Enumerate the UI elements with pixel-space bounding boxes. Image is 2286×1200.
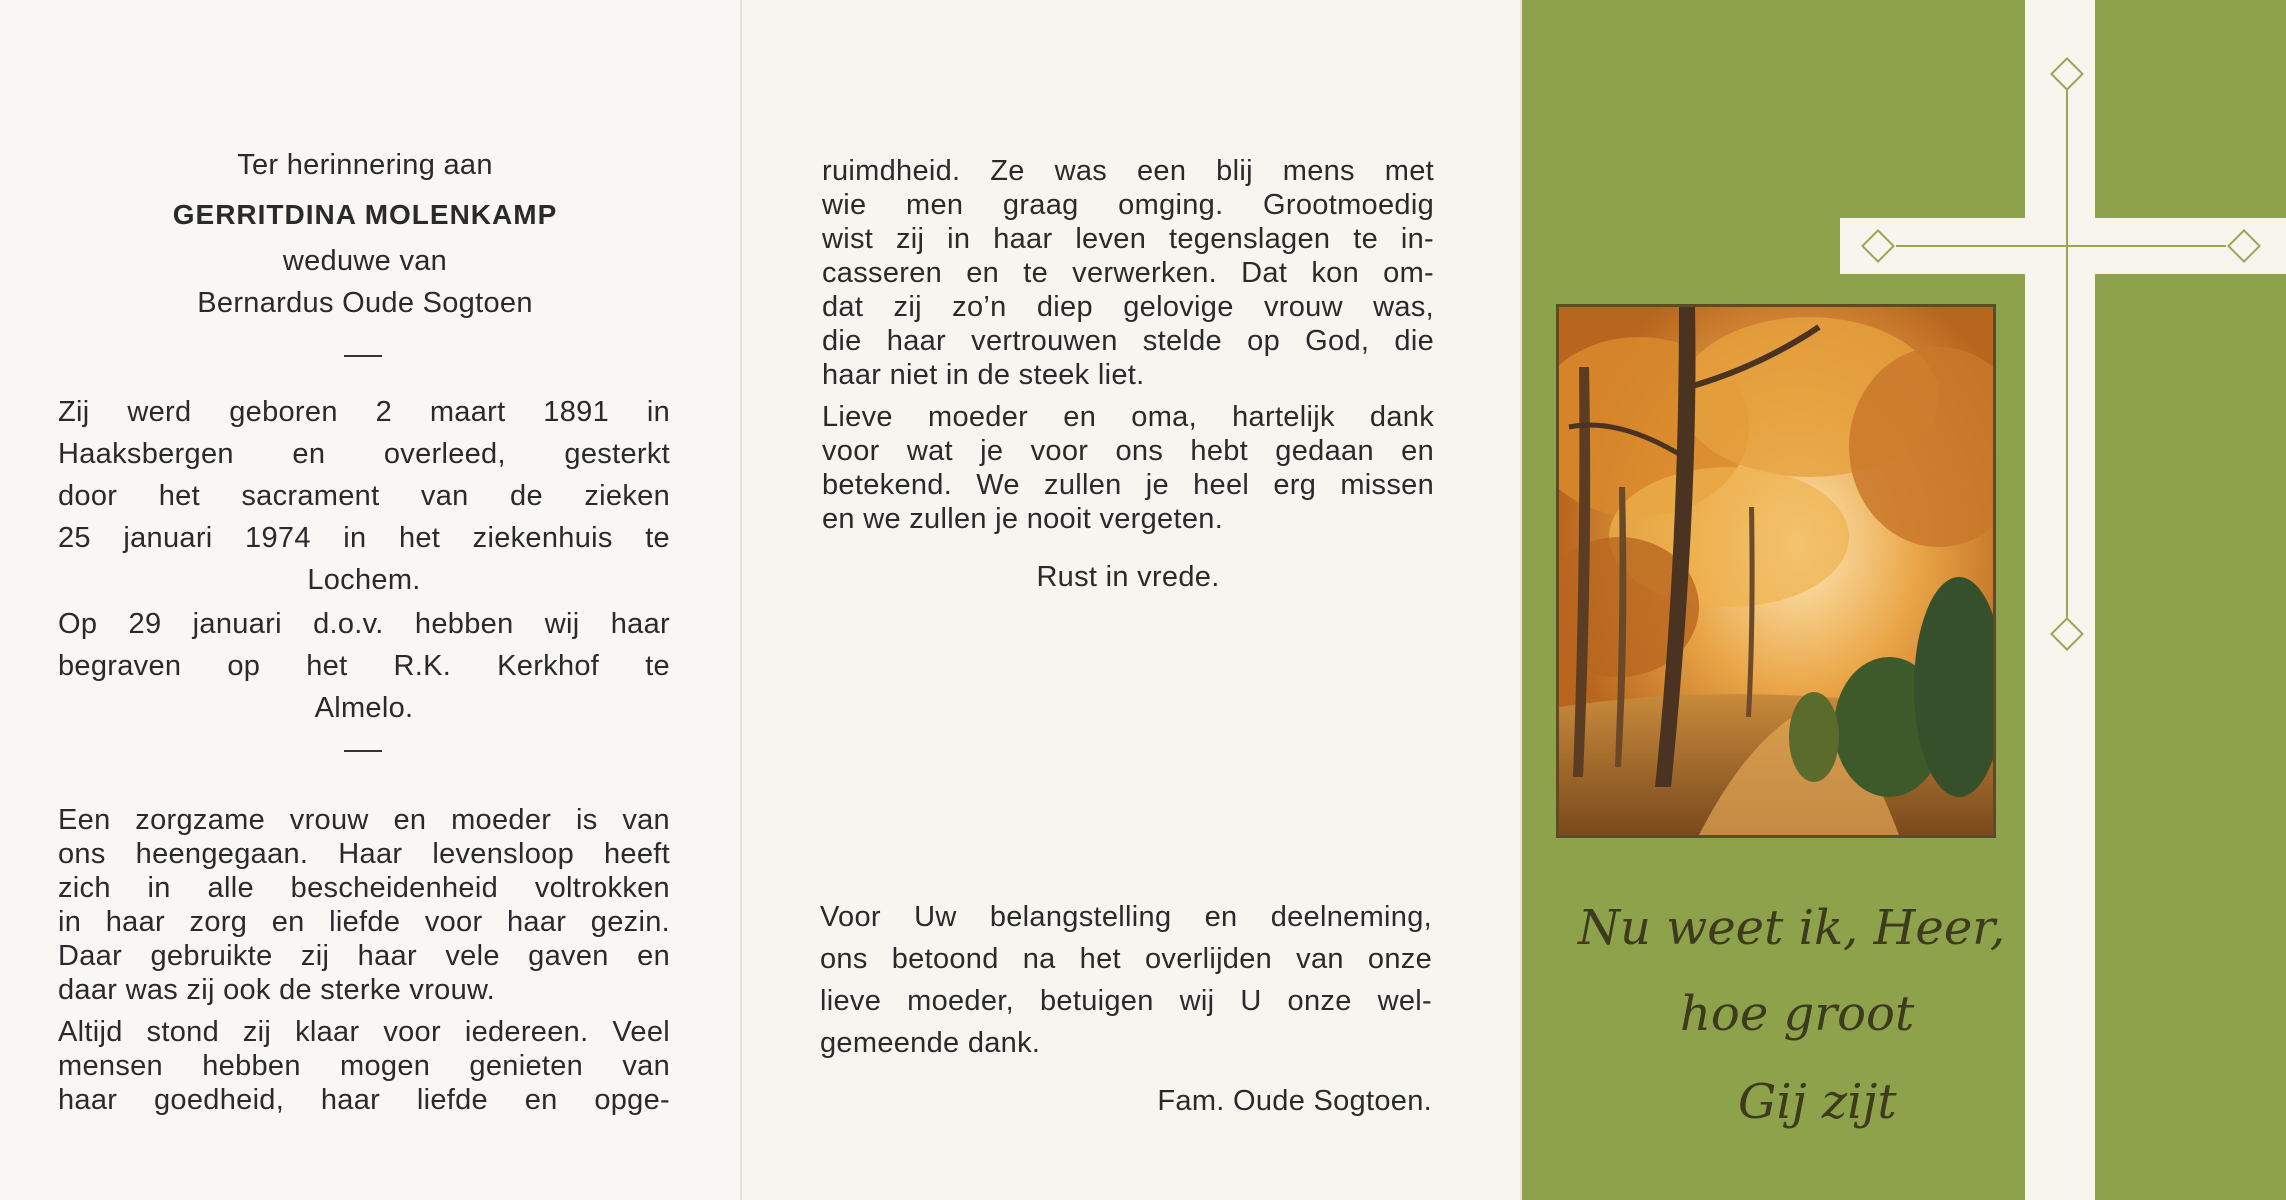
bio-line-5: Daar gebruikte zij haar vele gaven en — [58, 940, 670, 972]
bio2-line-3: haar goedheid, haar liefde en opge- — [58, 1084, 670, 1116]
para1-line-4: casseren en te verwerken. Dat kon om- — [822, 257, 1434, 289]
bio-line-6: daar was zij ook de sterke vrouw. — [58, 974, 496, 1006]
bio-line-3: zich in alle bescheidenheid voltrokken — [58, 872, 670, 904]
bio-line-2: ons heengegaan. Haar levensloop heeft — [58, 838, 670, 870]
cross-vertical-beam — [2025, 0, 2095, 1200]
birth-line-1: Zij werd geboren 2 maart 1891 in — [58, 396, 670, 428]
rest-in-peace: Rust in vrede. — [1036, 561, 1220, 593]
thanks-line-4: gemeende dank. — [820, 1027, 1041, 1059]
burial-line-2: begraven op het R.K. Kerkhof te — [58, 650, 670, 682]
para2-line-4: en we zullen je nooit vergeten. — [822, 503, 1224, 535]
para1-line-5: dat zij zo’n diep gelovige vrouw was, — [822, 291, 1434, 323]
autumn-forest-illustration — [1559, 307, 1993, 835]
bio2-line-1: Altijd stond zij klaar voor iedereen. Veel — [58, 1016, 670, 1048]
quote-line-3: Gij zijt — [1738, 1074, 1897, 1130]
burial-line-3: Almelo. — [314, 692, 414, 724]
para2-line-3: betekend. We zullen je heel erg missen — [822, 469, 1434, 501]
divider-dash-1 — [344, 355, 382, 357]
autumn-forest-photo — [1556, 304, 1996, 838]
intro-text: Ter herinnering aan — [237, 149, 493, 181]
thanks-line-2: ons betoond na het overlijden van onze — [820, 943, 1432, 975]
para1-line-3: wist zij in haar leven tegenslagen te in- — [822, 223, 1434, 255]
cross-inner-line-vertical — [2066, 90, 2068, 630]
bio2-line-2: mensen hebben mogen genieten van — [58, 1050, 670, 1082]
birth-line-5: Lochem. — [307, 564, 421, 596]
para1-line-7: haar niet in de steek liet. — [822, 359, 1145, 391]
fold-line-left — [740, 0, 742, 1200]
para2-line-2: voor wat je voor ons hebt gedaan en — [822, 435, 1434, 467]
thanks-line-1: Voor Uw belangstelling en deelneming, — [820, 901, 1432, 933]
widow-of-text: weduwe van — [282, 245, 448, 277]
bio-line-4: in haar zorg en liefde voor haar gezin. — [58, 906, 670, 938]
para1-line-6: die haar vertrouwen stelde op God, die — [822, 325, 1434, 357]
fold-line-right — [1520, 0, 1522, 1200]
quote-line-2: hoe groot — [1680, 986, 1915, 1042]
family-signature: Fam. Oude Sogtoen. — [1157, 1085, 1432, 1117]
burial-line-1: Op 29 januari d.o.v. hebben wij haar — [58, 608, 670, 640]
para1-line-1: ruimdheid. Ze was een blij mens met — [822, 155, 1434, 187]
birth-line-3: door het sacrament van de zieken — [58, 480, 670, 512]
husband-name: Bernardus Oude Sogtoen — [197, 287, 533, 319]
para1-line-2: wie men graag omging. Grootmoedig — [822, 189, 1434, 221]
thanks-line-3: lieve moeder, betuigen wij U onze wel- — [820, 985, 1432, 1017]
cross-inner-line-horizontal — [1896, 245, 2226, 247]
birth-line-2: Haaksbergen en overleed, gesterkt — [58, 438, 670, 470]
birth-line-4: 25 januari 1974 in het ziekenhuis te — [58, 522, 670, 554]
divider-dash-2 — [344, 750, 382, 752]
quote-line-1: Nu weet ik, Heer, — [1578, 900, 2006, 956]
deceased-name: GERRITDINA MOLENKAMP — [172, 199, 558, 230]
bio-line-1: Een zorgzame vrouw en moeder is van — [58, 804, 670, 836]
para2-line-1: Lieve moeder en oma, hartelijk dank — [822, 401, 1434, 433]
